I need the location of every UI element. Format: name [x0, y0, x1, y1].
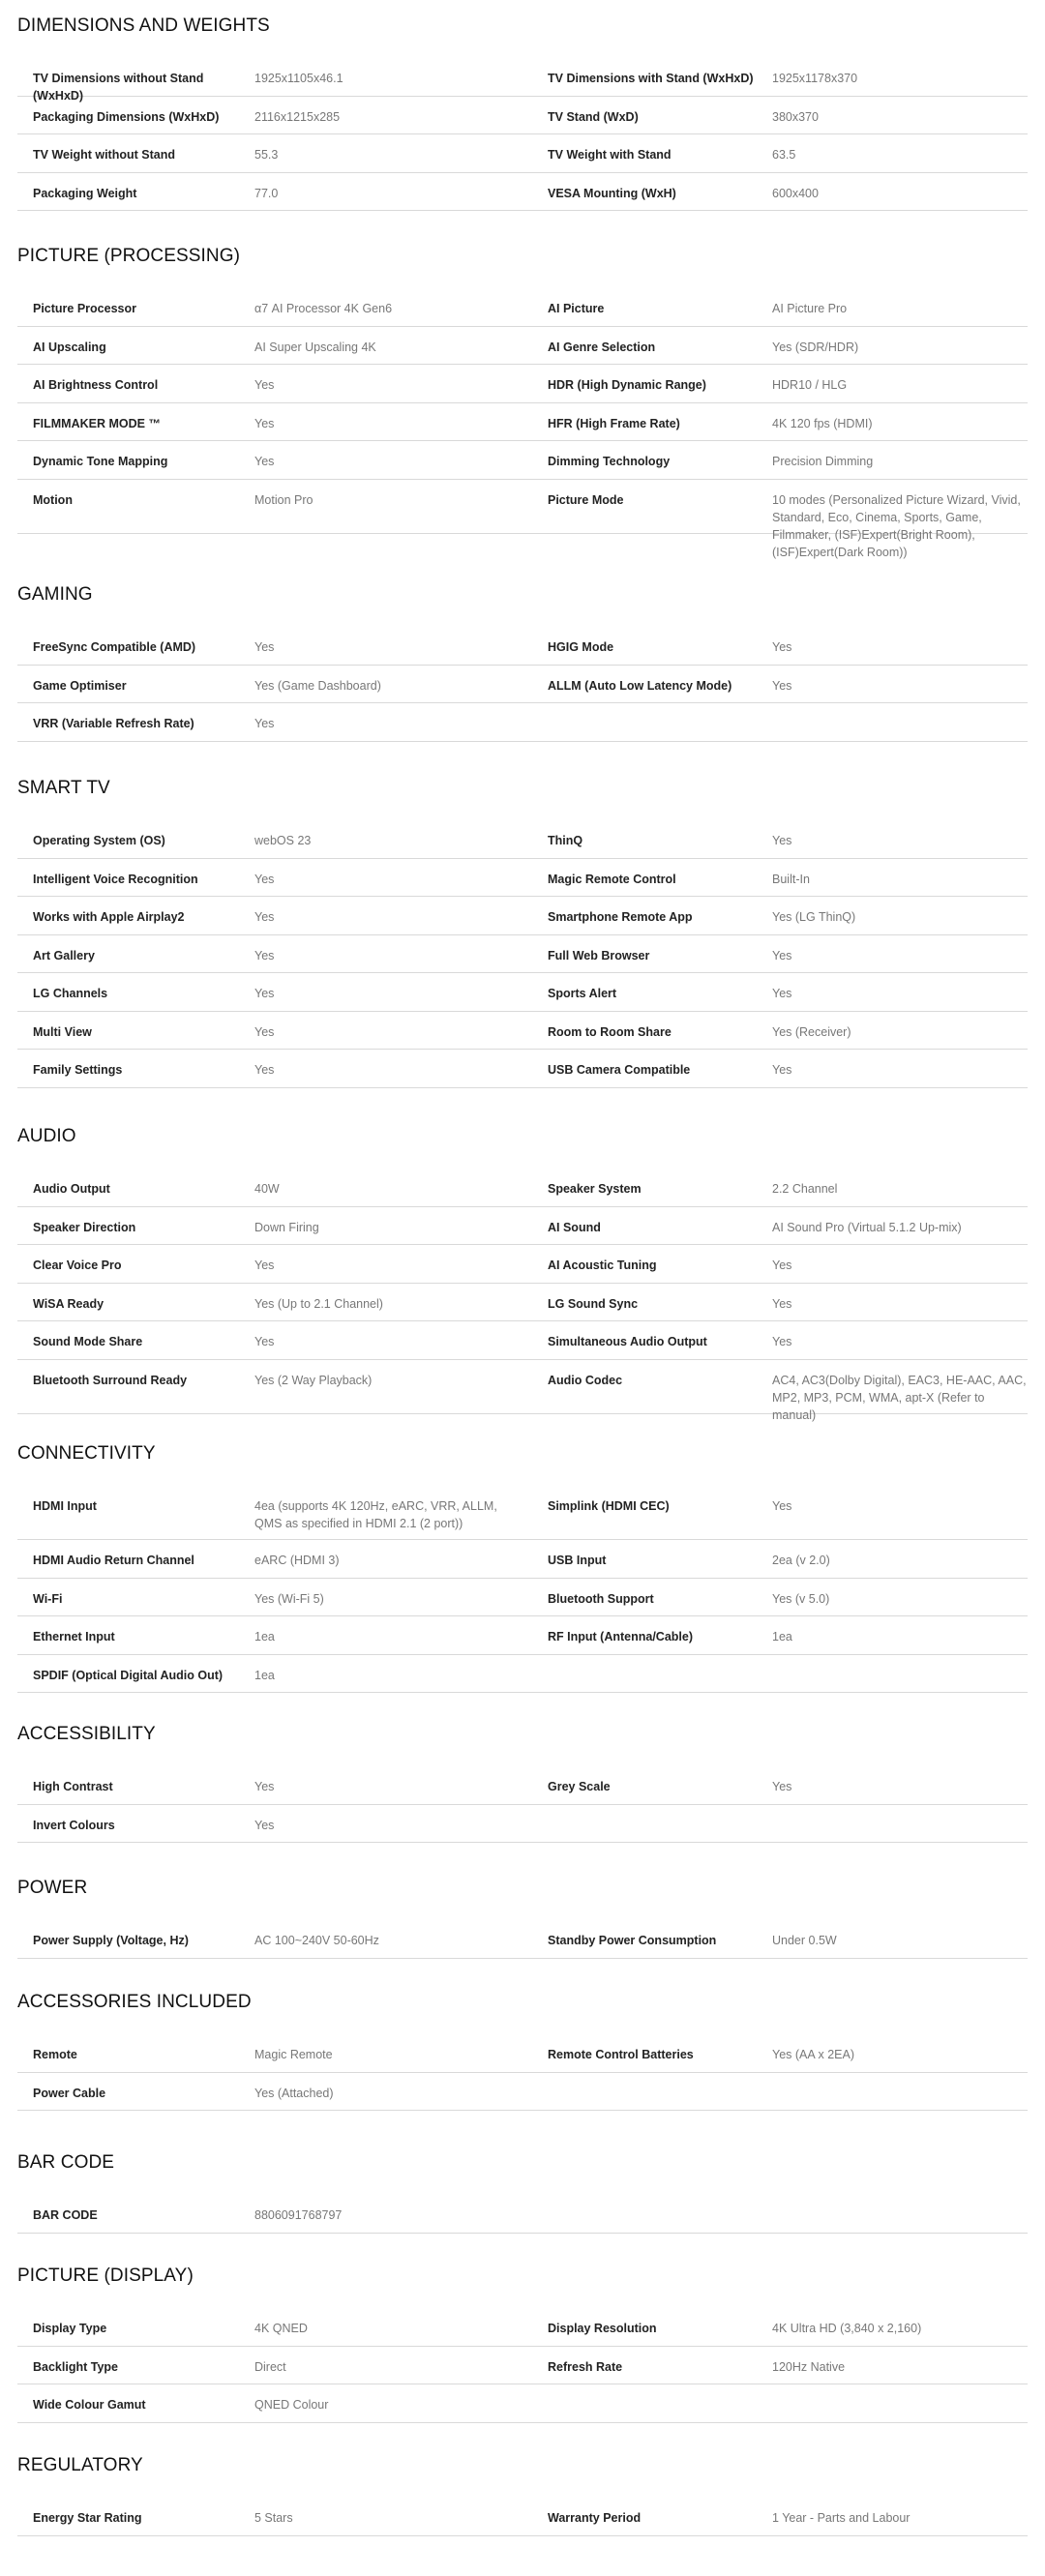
spec-row — [17, 365, 1028, 403]
spec-value: Yes — [254, 1818, 275, 1832]
spec-row — [17, 1207, 1028, 1246]
spec-label: RF Input (Antenna/Cable) — [548, 1630, 693, 1643]
spec-label: LG Channels — [33, 987, 108, 1000]
spec-value: Yes (Up to 2.1 Channel) — [254, 1296, 383, 1311]
spec-label: AI Picture — [548, 302, 605, 315]
spec-value: Yes (v 5.0) — [772, 1591, 830, 1606]
spec-value: Yes (Attached) — [254, 2086, 334, 2100]
spec-value: Yes — [772, 948, 792, 962]
spec-value: Yes — [254, 416, 275, 430]
spec-label: Simplink (HDMI CEC) — [548, 1499, 670, 1513]
section-title: AUDIO — [17, 1126, 76, 1146]
spec-row — [17, 1245, 1028, 1284]
spec-value: 4K QNED — [254, 2322, 308, 2335]
section-title: CONNECTIVITY — [17, 1443, 156, 1464]
spec-value: QNED Colour — [254, 2398, 329, 2412]
spec-label: ThinQ — [548, 834, 583, 847]
spec-label: Invert Colours — [33, 1818, 115, 1832]
spec-value: Yes — [772, 834, 792, 847]
spec-value: 1ea — [772, 1630, 792, 1643]
spec-value: AI Super Upscaling 4K — [254, 340, 376, 354]
spec-row — [17, 97, 1028, 135]
section-picture-processing — [17, 246, 1028, 559]
spec-value: 2116x1215x285 — [254, 109, 341, 124]
spec-label: Warranty Period — [548, 2511, 642, 2525]
spec-label: Motion — [33, 492, 73, 507]
spec-label: Audio Codec — [548, 1373, 623, 1387]
spec-value: Yes (LG ThinQ) — [772, 910, 856, 924]
spec-label: Remote — [33, 2048, 77, 2061]
spec-value: Yes — [772, 987, 792, 1000]
section-accessories-included — [17, 1992, 1028, 2111]
section-picture-display — [17, 2265, 1028, 2423]
section-title: SMART TV — [17, 778, 110, 798]
spec-label: AI Sound — [548, 1220, 601, 1234]
spec-value: Magic Remote — [254, 2048, 333, 2061]
spec-row — [17, 703, 1028, 742]
section-bar-code — [17, 2152, 1028, 2234]
spec-label: AI Genre Selection — [548, 340, 656, 354]
spec-label: USB Camera Compatible — [548, 1063, 691, 1077]
spec-value: 1 Year - Parts and Labour — [772, 2511, 911, 2525]
spec-row — [17, 1169, 1028, 1207]
spec-value: 1925x1178x370 — [772, 72, 858, 85]
spec-label: Magic Remote Control — [548, 872, 676, 886]
spec-value: 600x400 — [772, 186, 819, 200]
spec-value: AI Picture Pro — [772, 302, 848, 315]
spec-value: 55.3 — [254, 148, 279, 162]
spec-label: FILMMAKER MODE ™ — [33, 416, 161, 430]
spec-row — [17, 1486, 1028, 1540]
section-title: REGULATORY — [17, 2455, 143, 2475]
section-title: DIMENSIONS AND WEIGHTS — [17, 15, 270, 36]
spec-label: Full Web Browser — [548, 948, 650, 962]
spec-label: Power Cable — [33, 2086, 106, 2100]
spec-row — [17, 2195, 1028, 2234]
spec-label: Power Supply (Voltage, Hz) — [33, 1934, 189, 1947]
spec-label: Family Settings — [33, 1063, 123, 1077]
spec-value: Yes — [254, 1335, 275, 1348]
spec-label: WiSA Ready — [33, 1296, 104, 1311]
spec-label: VESA Mounting (WxH) — [548, 186, 676, 200]
spec-value: Yes — [772, 640, 792, 654]
section-regulatory — [17, 2455, 1028, 2536]
spec-row — [17, 1284, 1028, 1322]
spec-label: Bluetooth Surround Ready — [33, 1373, 188, 1387]
spec-value: 4K Ultra HD (3,840 x 2,160) — [772, 2322, 922, 2335]
spec-row — [17, 1766, 1028, 1805]
spec-row — [17, 441, 1028, 480]
spec-value: Yes — [772, 1296, 792, 1311]
spec-label: HDMI Input — [33, 1499, 97, 1513]
spec-row — [17, 2073, 1028, 2112]
spec-value: eARC (HDMI 3) — [254, 1554, 340, 1567]
section-connectivity — [17, 1443, 1028, 1693]
spec-label: Picture Mode — [548, 492, 624, 507]
spec-value: Yes (Game Dashboard) — [254, 678, 381, 693]
spec-label: Clear Voice Pro — [33, 1258, 122, 1272]
spec-row — [17, 327, 1028, 366]
spec-value: Yes — [254, 948, 275, 962]
section-accessibility — [17, 1724, 1028, 1843]
spec-label: Sports Alert — [548, 987, 617, 1000]
spec-row — [17, 2034, 1028, 2073]
spec-row — [17, 403, 1028, 442]
spec-label: HFR (High Frame Rate) — [548, 416, 680, 430]
spec-row — [17, 666, 1028, 704]
spec-label: High Contrast — [33, 1780, 113, 1793]
spec-label: Bluetooth Support — [548, 1591, 654, 1606]
spec-value: Yes — [254, 987, 275, 1000]
spec-row — [17, 1050, 1028, 1088]
spec-row — [17, 1321, 1028, 1360]
spec-row — [17, 1540, 1028, 1579]
spec-value: 4K 120 fps (HDMI) — [772, 416, 873, 430]
spec-row — [17, 897, 1028, 935]
spec-label: Smartphone Remote App — [548, 910, 693, 924]
spec-label: HDR (High Dynamic Range) — [548, 378, 706, 392]
spec-label: TV Stand (WxD) — [548, 109, 639, 124]
spec-value: 1925x1105x46.1 — [254, 72, 343, 85]
spec-label: Wide Colour Gamut — [33, 2398, 146, 2412]
spec-label: Refresh Rate — [548, 2359, 623, 2374]
section-title: ACCESSIBILITY — [17, 1724, 156, 1744]
section-title: BAR CODE — [17, 2152, 115, 2173]
spec-label: ALLM (Auto Low Latency Mode) — [548, 678, 732, 693]
spec-value: 1ea — [254, 1668, 275, 1682]
spec-value: Yes — [254, 1063, 275, 1077]
spec-label: AI Upscaling — [33, 340, 106, 354]
spec-row — [17, 2308, 1028, 2347]
spec-value: AI Sound Pro (Virtual 5.1.2 Up-mix) — [772, 1220, 962, 1234]
spec-value: Yes — [254, 640, 275, 654]
spec-row — [17, 173, 1028, 212]
spec-label: Operating System (OS) — [33, 834, 165, 847]
spec-value: Direct — [254, 2359, 286, 2374]
spec-value: Yes — [254, 1780, 275, 1793]
spec-value: 4ea (supports 4K 120Hz, eARC, VRR, ALLM, QMS as specified in HDMI 2.1 (2 port)) — [254, 1499, 497, 1530]
spec-label: AI Brightness Control — [33, 378, 159, 392]
spec-label: Room to Room Share — [548, 1024, 672, 1039]
spec-label: Dimming Technology — [548, 455, 671, 468]
spec-value: 77.0 — [254, 186, 279, 200]
spec-value: Yes — [254, 1258, 275, 1272]
spec-value: α7 AI Processor 4K Gen6 — [254, 302, 393, 315]
spec-value: Motion Pro — [254, 492, 314, 507]
spec-label: Works with Apple Airplay2 — [33, 910, 185, 924]
section-audio — [17, 1126, 1028, 1422]
spec-value: Yes — [772, 1063, 792, 1077]
spec-value: 2ea (v 2.0) — [772, 1554, 830, 1567]
spec-row — [17, 1616, 1028, 1655]
spec-value: AC4, AC3(Dolby Digital), EAC3, HE-AAC, AAC, MP2, MP3, PCM, WMA, apt-X (Refer to manual) — [772, 1373, 1027, 1422]
spec-row — [17, 1655, 1028, 1694]
spec-label: Backlight Type — [33, 2359, 118, 2374]
spec-value: Under 0.5W — [772, 1934, 837, 1947]
spec-label: Remote Control Batteries — [548, 2048, 694, 2061]
spec-value: HDR10 / HLG — [772, 378, 848, 392]
spec-value: 2.2 Channel — [772, 1182, 838, 1196]
spec-label: Wi-Fi — [33, 1591, 63, 1606]
section-title: GAMING — [17, 584, 93, 605]
spec-value: Precision Dimming — [772, 455, 874, 468]
spec-label: LG Sound Sync — [548, 1296, 639, 1311]
spec-value: Yes (SDR/HDR) — [772, 340, 859, 354]
spec-row — [17, 820, 1028, 859]
spec-label: FreeSync Compatible (AMD) — [33, 640, 196, 654]
spec-label: Sound Mode Share — [33, 1335, 143, 1348]
spec-label: VRR (Variable Refresh Rate) — [33, 717, 194, 730]
spec-value: Yes — [772, 1780, 792, 1793]
spec-label: Standby Power Consumption — [548, 1934, 717, 1947]
spec-value: webOS 23 — [254, 834, 312, 847]
spec-label: Ethernet Input — [33, 1630, 115, 1643]
section-power — [17, 1878, 1028, 1959]
spec-row — [17, 480, 1028, 559]
spec-row — [17, 2384, 1028, 2423]
spec-value: Yes — [254, 1024, 275, 1039]
spec-row — [17, 859, 1028, 898]
spec-label: Multi View — [33, 1024, 92, 1039]
spec-label: Speaker System — [548, 1182, 642, 1196]
spec-label: Packaging Weight — [33, 186, 137, 200]
spec-value: Yes — [254, 872, 275, 886]
spec-value: Yes (Wi-Fi 5) — [254, 1591, 324, 1606]
spec-label: USB Input — [548, 1554, 607, 1567]
section-title: ACCESSORIES INCLUDED — [17, 1992, 252, 2012]
spec-value: Yes (AA x 2EA) — [772, 2048, 854, 2061]
spec-label: Packaging Dimensions (WxHxD) — [33, 109, 220, 124]
spec-row — [17, 1579, 1028, 1617]
spec-value: 5 Stars — [254, 2511, 293, 2525]
spec-row — [17, 1805, 1028, 1844]
spec-value: 63.5 — [772, 148, 796, 162]
spec-value: AC 100~240V 50-60Hz — [254, 1934, 379, 1947]
section-title: POWER — [17, 1878, 88, 1898]
spec-value: Yes — [254, 717, 275, 730]
spec-label: Display Resolution — [548, 2322, 657, 2335]
spec-value: 10 modes (Personalized Picture Wizard, Vivid, Standard, Eco, Cinema, Sports, Game, Filmmaker, (ISF)Expert(Bright Room), (ISF)Expert(Dark Room)) — [772, 492, 1021, 559]
spec-label: Dynamic Tone Mapping — [33, 455, 168, 468]
spec-value: Yes (2 Way Playback) — [254, 1373, 373, 1387]
spec-label: Simultaneous Audio Output — [548, 1335, 707, 1348]
spec-value: Built-In — [772, 872, 810, 886]
spec-label: TV Dimensions without Stand (WxHxD) — [33, 72, 204, 103]
section-title: PICTURE (PROCESSING) — [17, 246, 241, 266]
spec-value: Yes — [254, 455, 275, 468]
spec-value: 1ea — [254, 1630, 275, 1643]
spec-label: Audio Output — [33, 1182, 110, 1196]
spec-value: Yes — [772, 1258, 792, 1272]
spec-row — [17, 134, 1028, 173]
spec-label: Grey Scale — [548, 1780, 611, 1793]
spec-value: 120Hz Native — [772, 2359, 846, 2374]
spec-label: AI Acoustic Tuning — [548, 1258, 657, 1272]
spec-row — [17, 1920, 1028, 1959]
spec-value: Yes — [772, 1499, 792, 1513]
spec-label: Energy Star Rating — [33, 2511, 142, 2525]
spec-label: HGIG Mode — [548, 640, 614, 654]
spec-row — [17, 288, 1028, 327]
spec-label: Art Gallery — [33, 948, 95, 962]
spec-value: 8806091768797 — [254, 2208, 343, 2222]
section-smart-tv — [17, 778, 1028, 1088]
spec-label: TV Weight with Stand — [548, 148, 672, 162]
spec-row — [17, 58, 1028, 103]
spec-value: Yes — [772, 678, 792, 693]
spec-value: Down Firing — [254, 1220, 319, 1234]
spec-value: Yes — [254, 378, 275, 392]
spec-label: Game Optimiser — [33, 678, 127, 693]
spec-label: TV Dimensions with Stand (WxHxD) — [548, 72, 754, 85]
spec-row — [17, 1012, 1028, 1051]
spec-value: Yes — [254, 910, 275, 924]
section-dimensions-and-weights — [17, 15, 1028, 211]
spec-label: TV Weight without Stand — [33, 148, 175, 162]
spec-row — [17, 627, 1028, 666]
spec-label: SPDIF (Optical Digital Audio Out) — [33, 1668, 224, 1682]
spec-row — [17, 1360, 1028, 1422]
spec-value: 40W — [254, 1182, 280, 1196]
section-title: PICTURE (DISPLAY) — [17, 2265, 194, 2286]
spec-row — [17, 2347, 1028, 2385]
spec-row — [17, 935, 1028, 974]
spec-label: HDMI Audio Return Channel — [33, 1554, 194, 1567]
spec-label: Display Type — [33, 2322, 107, 2335]
spec-label: BAR CODE — [33, 2208, 98, 2222]
spec-row — [17, 973, 1028, 1012]
spec-label: Picture Processor — [33, 302, 136, 315]
spec-value: 380x370 — [772, 109, 819, 124]
section-gaming — [17, 584, 1028, 742]
spec-label: Intelligent Voice Recognition — [33, 872, 198, 886]
spec-value: Yes — [772, 1335, 792, 1348]
spec-label: Speaker Direction — [33, 1220, 136, 1234]
spec-value: Yes (Receiver) — [772, 1024, 851, 1039]
spec-row — [17, 2498, 1028, 2536]
